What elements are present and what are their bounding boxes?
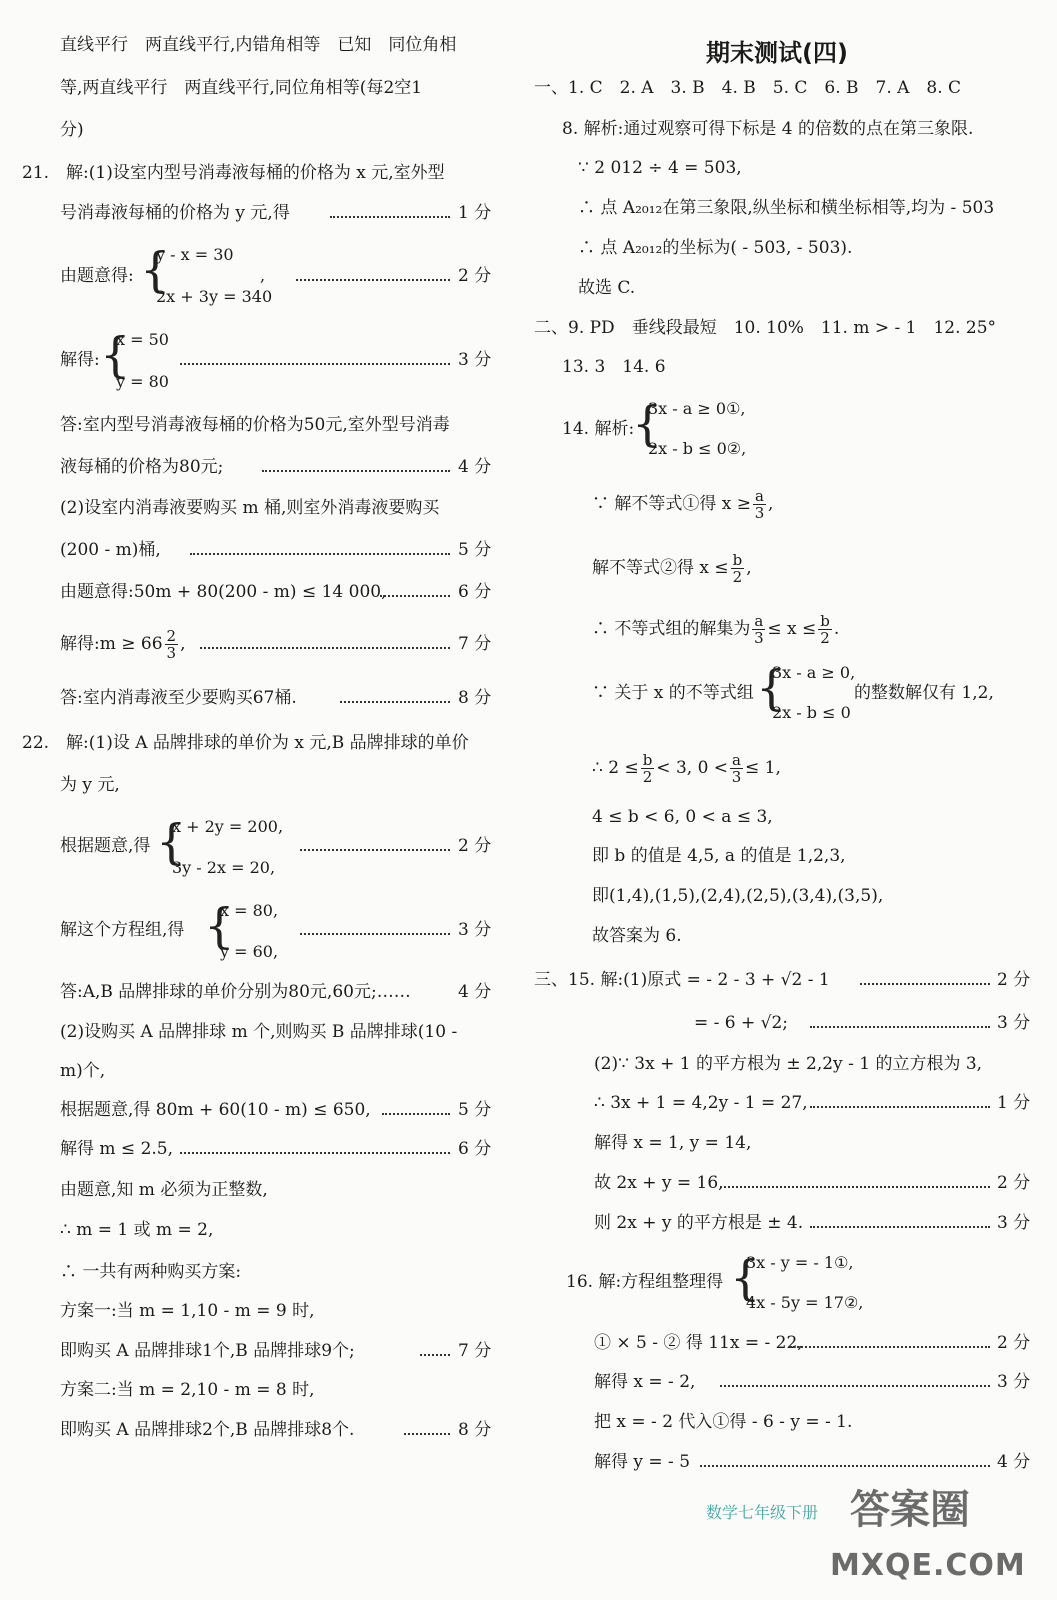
q22-line: 答:A,B 品牌排球的单价分别为80元,60元;…… <box>60 982 411 1002</box>
q14-text: ≤ x ≤ <box>767 619 817 639</box>
left-brace: { <box>140 242 171 298</box>
score: 4 分 <box>997 1452 1031 1472</box>
q21-line: 解得: <box>60 350 100 370</box>
score: 2 分 <box>458 836 492 856</box>
equation: y = 80 <box>116 372 169 391</box>
fraction <box>730 752 743 785</box>
score: 8 分 <box>458 1420 492 1440</box>
q14-line: 14. 解析: <box>562 419 635 439</box>
q14-line: 故答案为 6. <box>592 926 682 946</box>
q14-text: . <box>833 619 840 639</box>
mc-answers: 一、1. C 2. A 3. B 4. B 5. C 6. B 7. A 8. C <box>534 78 962 98</box>
q14-line: 即 b 的值是 4,5, a 的值是 1,2,3, <box>592 846 846 866</box>
q8-line: ∴ 点 A₂₀₁₂的坐标为( - 503, - 503). <box>578 238 853 258</box>
score: 6 分 <box>458 1139 492 1159</box>
equation: 3x - y = - 1①, <box>746 1253 854 1272</box>
page-title: 期末测试(四) <box>706 39 848 67</box>
numerator: b <box>820 612 830 630</box>
score: 2 分 <box>458 266 492 286</box>
fraction <box>731 552 745 585</box>
q15-line: (2)∵ 3x + 1 的平方根为 ± 2,2y - 1 的立方根为 3, <box>594 1054 983 1074</box>
dot-leader <box>720 1383 990 1387</box>
text-line: 等,两直线平行 两直线平行,同位角相等(每2空1 <box>60 78 423 98</box>
dot-leader <box>340 699 450 703</box>
score: 7 分 <box>458 1341 492 1361</box>
score: 2 分 <box>997 1173 1031 1193</box>
score: 2 分 <box>997 1333 1031 1353</box>
q22-line: 解这个方程组,得 <box>60 920 185 940</box>
q22-line: 解得 m ≤ 2.5, <box>60 1139 174 1159</box>
equation: x = 80, <box>220 901 279 920</box>
fraction <box>818 613 832 646</box>
q21-line: 号消毒液每桶的价格为 y 元,得 <box>60 203 290 223</box>
score: 2 分 <box>997 970 1031 990</box>
score: 4 分 <box>458 457 492 477</box>
q21-solution <box>60 628 185 661</box>
numerator: a <box>732 751 741 769</box>
q14-line <box>592 752 781 785</box>
q14-line: ∵ 关于 x 的不等式组 <box>592 683 754 703</box>
score: 1 分 <box>997 1093 1031 1113</box>
q21-line: (2)设室内消毒液要购买 m 桶,则室外消毒液要购买 <box>60 498 440 518</box>
q16-line: ① × 5 - ② 得 11x = - 22, <box>594 1333 803 1353</box>
dot-leader <box>382 1111 450 1115</box>
q16-line: 解得 x = - 2, <box>594 1372 696 1392</box>
q22-line: (2)设购买 A 品牌排球 m 个,则购买 B 品牌排球(10 - <box>60 1022 458 1042</box>
numerator: a <box>755 487 764 505</box>
dot-leader <box>720 1184 990 1188</box>
fraction <box>753 488 766 521</box>
q15-line: 三、15. 解:(1)原式 = - 2 - 3 + √2 - 1 <box>534 970 830 990</box>
equation: x + 2y = 200, <box>172 817 284 836</box>
score: 3 分 <box>997 1372 1031 1392</box>
q15-line: ∴ 3x + 1 = 4,2y - 1 = 27, <box>594 1093 808 1113</box>
q22-line: 方案一:当 m = 1,10 - m = 9 时, <box>60 1301 315 1321</box>
q14-text: ∴ 不等式组的解集为 <box>592 619 751 639</box>
footer-label: 数学七年级下册 <box>706 1503 819 1522</box>
watermark-url: MXQE.COM <box>830 1548 1026 1583</box>
dot-leader <box>300 847 450 851</box>
equation: y = 60, <box>220 942 279 961</box>
q22-line: 即购买 A 品牌排球2个,B 品牌排球8个. <box>60 1420 355 1440</box>
q16-line: 把 x = - 2 代入①得 - 6 - y = - 1. <box>594 1412 853 1432</box>
left-brace: { <box>156 814 187 870</box>
score: 6 分 <box>458 582 492 602</box>
q14-text: 解不等式②得 x ≤ <box>592 558 729 578</box>
equation: 2x + 3y = 340 <box>156 287 273 306</box>
numerator: 2 <box>166 627 177 645</box>
equation: y - x = 30 <box>156 245 234 264</box>
denominator: 2 <box>732 568 743 586</box>
q22-line: ∴ 一共有两种购买方案: <box>60 1262 242 1282</box>
q14-text: , <box>746 558 752 578</box>
numerator: b <box>642 751 653 769</box>
numerator: a <box>754 612 764 630</box>
q22-line: 根据题意,得 <box>60 836 151 856</box>
q14-text: < 3, 0 < <box>656 758 729 778</box>
q22-line: m)个, <box>60 1061 106 1081</box>
dot-leader <box>790 1344 990 1348</box>
q21-line: 由题意得:50m + 80(200 - m) ≤ 14 000, <box>60 582 387 602</box>
score: 3 分 <box>997 1213 1031 1233</box>
left-brace: { <box>204 898 235 954</box>
dot-leader <box>810 1024 990 1028</box>
q21-line: 液每桶的价格为80元; <box>60 457 224 477</box>
score: 8 分 <box>458 688 492 708</box>
q21-line: 答:室内型号消毒液每桶的价格为50元,室外型号消毒 <box>60 415 450 435</box>
left-brace: { <box>100 327 131 383</box>
dot-leader <box>190 551 450 555</box>
q8-line: 故选 C. <box>578 278 636 298</box>
inequality: 3x - a ≥ 0①, <box>648 399 746 418</box>
left-brace: { <box>730 1250 761 1306</box>
score: 3 分 <box>458 920 492 940</box>
q14-line: 即(1,4),(1,5),(2,4),(2,5),(3,4),(3,5), <box>592 886 884 906</box>
equation: x = 50 <box>116 330 169 349</box>
dot-leader <box>380 593 450 597</box>
denominator: 3 <box>731 768 742 786</box>
q22-line: 为 y 元, <box>60 775 120 795</box>
fraction <box>641 752 655 785</box>
dot-leader <box>404 1431 450 1435</box>
fraction <box>165 628 179 661</box>
text-line: 直线平行 两直线平行,内错角相等 已知 同位角相 <box>60 35 457 55</box>
inequality: 2x - b ≤ 0②, <box>648 439 747 458</box>
denominator: 2 <box>642 768 653 786</box>
dot-leader <box>330 214 450 218</box>
q14-text: ≤ 1, <box>745 758 781 778</box>
dot-leader <box>200 645 450 649</box>
dot-leader <box>420 1352 450 1356</box>
dot-leader <box>180 361 450 365</box>
text-line: 分) <box>60 120 84 140</box>
dot-leader <box>262 468 450 472</box>
denominator: 2 <box>820 629 830 647</box>
q21-line: 答:室内消毒液至少要购买67桶. <box>60 688 297 708</box>
q22-line: ∴ m = 1 或 m = 2, <box>60 1220 214 1240</box>
fill-answers: 13. 3 14. 6 <box>562 357 666 377</box>
q22-line: 即购买 A 品牌排球1个,B 品牌排球9个; <box>60 1341 355 1361</box>
q14-line <box>592 552 752 585</box>
equation: 4x - 5y = 17②, <box>746 1293 864 1312</box>
score: 5 分 <box>458 1100 492 1120</box>
dot-leader <box>296 277 450 281</box>
q22-line: 22. 解:(1)设 A 品牌排球的单价为 x 元,B 品牌排球的单价 <box>22 733 469 753</box>
q21-line: (200 - m)桶, <box>60 540 161 560</box>
inequality: 3x - a ≥ 0, <box>772 663 856 682</box>
dot-leader <box>810 1224 990 1228</box>
dot-leader <box>300 931 450 935</box>
dot-leader <box>810 1104 990 1108</box>
score: 4 分 <box>458 982 492 1002</box>
score: 5 分 <box>458 540 492 560</box>
q16-line: 解得 y = - 5 <box>594 1452 691 1472</box>
score: 1 分 <box>458 203 492 223</box>
score: 3 分 <box>997 1013 1031 1033</box>
inequality: 2x - b ≤ 0 <box>772 703 851 722</box>
q22-line: 根据题意,得 80m + 60(10 - m) ≤ 650, <box>60 1100 371 1120</box>
fraction <box>752 613 765 646</box>
q8-line: ∵ 2 012 ÷ 4 = 503, <box>578 158 742 178</box>
q15-line: 则 2x + y 的平方根是 ± 4. <box>594 1213 804 1233</box>
fill-answers: 二、9. PD 垂线段最短 10. 10% 11. m > - 1 12. 25° <box>534 318 997 338</box>
denominator: 3 <box>754 504 765 522</box>
left-brace: { <box>756 660 787 716</box>
q14-line: 的整数解仅有 1,2, <box>854 683 994 703</box>
score: 3 分 <box>458 350 492 370</box>
q15-line: 故 2x + y = 16, <box>594 1173 724 1193</box>
q14-text: ∵ 解不等式①得 x ≥ <box>592 494 752 514</box>
solution-text: 解得:m ≥ 66 <box>60 634 163 654</box>
q15-line: 解得 x = 1, y = 14, <box>594 1133 752 1153</box>
q8-line: 8. 解析:通过观察可得下标是 4 的倍数的点在第三象限. <box>562 119 974 139</box>
equation: 3y - 2x = 20, <box>172 858 276 877</box>
q8-line: ∴ 点 A₂₀₁₂在第三象限,纵坐标和横坐标相等,均为 - 503 <box>578 198 995 218</box>
q22-line: 方案二:当 m = 2,10 - m = 8 时, <box>60 1380 315 1400</box>
dot-leader <box>860 981 990 985</box>
equation-comma: , <box>260 266 266 285</box>
dot-leader <box>700 1463 990 1467</box>
q21-line: 21. 解:(1)设室内型号消毒液每桶的价格为 x 元,室外型 <box>22 163 445 183</box>
solution-comma: , <box>180 634 186 654</box>
q14-line <box>592 613 839 646</box>
denominator: 3 <box>754 629 764 647</box>
q15-line: = - 6 + √2; <box>694 1013 789 1033</box>
q16-line: 16. 解:方程组整理得 <box>566 1272 724 1292</box>
q22-line: 由题意,知 m 必须为正整数, <box>60 1180 268 1200</box>
watermark-logo: 答案圈 <box>850 1487 970 1533</box>
q21-line: 由题意得: <box>60 266 134 286</box>
score: 7 分 <box>458 634 492 654</box>
denominator: 3 <box>166 644 177 662</box>
q14-text: , <box>768 494 774 514</box>
q14-line: 4 ≤ b < 6, 0 < a ≤ 3, <box>592 807 773 827</box>
q14-line <box>592 488 773 521</box>
numerator: b <box>732 551 743 569</box>
dot-leader <box>180 1150 450 1154</box>
left-brace: { <box>632 396 663 452</box>
q14-text: ∴ 2 ≤ <box>592 758 639 778</box>
